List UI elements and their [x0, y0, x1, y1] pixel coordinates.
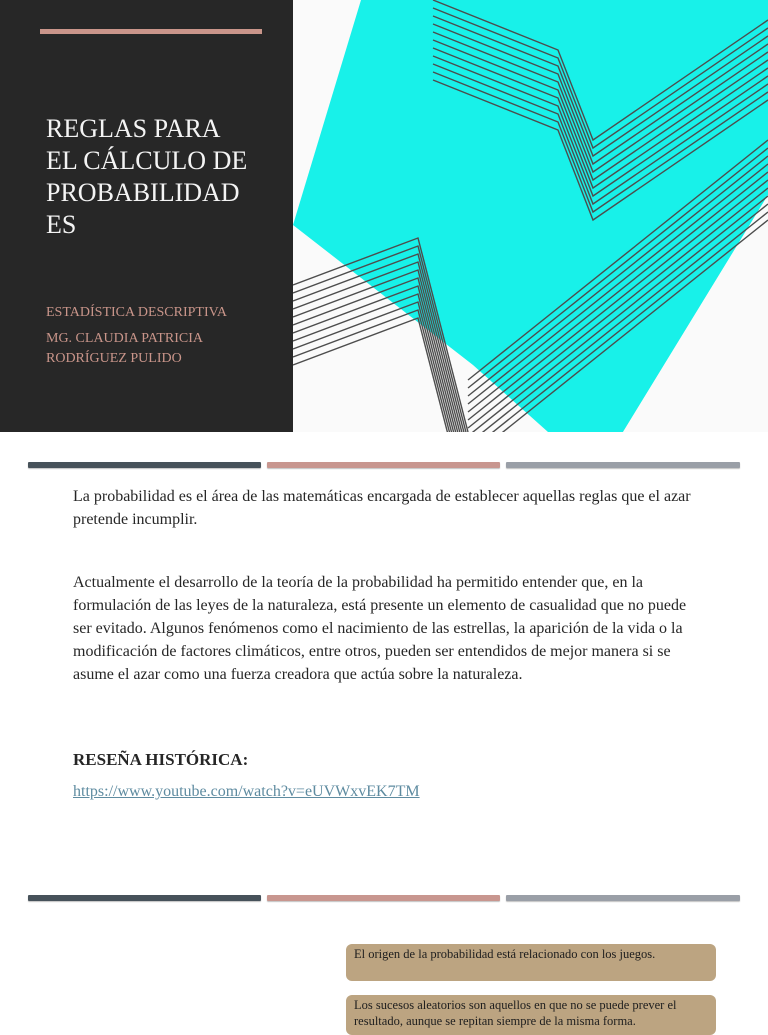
geometric-decoration [293, 0, 768, 432]
note-box: Los sucesos aleatorios son aquellos en que no se puede prever el resultado, aunque se repitan siempre de la misma forma. [346, 995, 716, 1035]
divider-segment [506, 895, 740, 901]
title-slide [0, 0, 768, 432]
note-box: El origen de la probabilidad está relacionado con los juegos. [346, 944, 716, 981]
accent-bar [40, 29, 262, 34]
paragraph: Actualmente el desarrollo de la teoría de la probabilidad ha permitido entender que, en la formulación de las leyes de la naturaleza, está presente un elemento de casualidad que no puede ser evitado. Algunos fenómenos como el nacimiento de las estrellas, la aparición de la vida o la modificación de factores climáticos, entre otros, pueden ser entendidos de mejor manera si se asume el azar como una fuerza creadora que actúa sobre la naturaleza. [73, 574, 687, 683]
title-line: ES [46, 210, 77, 239]
section-divider [28, 895, 740, 901]
title-line: REGLAS PARA [46, 114, 221, 143]
video-link[interactable]: https://www.youtube.com/watch?v=eUVWxvEK7TM [73, 783, 420, 800]
divider-segment [28, 895, 261, 901]
slide-subtitle [46, 303, 286, 369]
title-line: PROBABILIDAD [46, 178, 240, 207]
divider-segment [267, 462, 500, 468]
divider-segment [28, 462, 261, 468]
section-heading: RESEÑA HISTÓRICA: [73, 750, 249, 769]
slide-body [73, 485, 693, 686]
author-line: RODRÍGUEZ PULIDO [46, 351, 182, 366]
slide-title [46, 113, 286, 241]
paragraph: La probabilidad es el área de las matemáticas encargada de establecer aquellas reglas que el azar pretende incumplir. [73, 488, 691, 528]
section-divider [28, 462, 740, 468]
divider-segment [267, 895, 500, 901]
author-line: MG. CLAUDIA PATRICIA [46, 331, 204, 346]
title-line: EL CÁLCULO DE [46, 146, 248, 175]
course-name: ESTADÍSTICA DESCRIPTIVA [46, 305, 228, 320]
divider-segment [506, 462, 740, 468]
